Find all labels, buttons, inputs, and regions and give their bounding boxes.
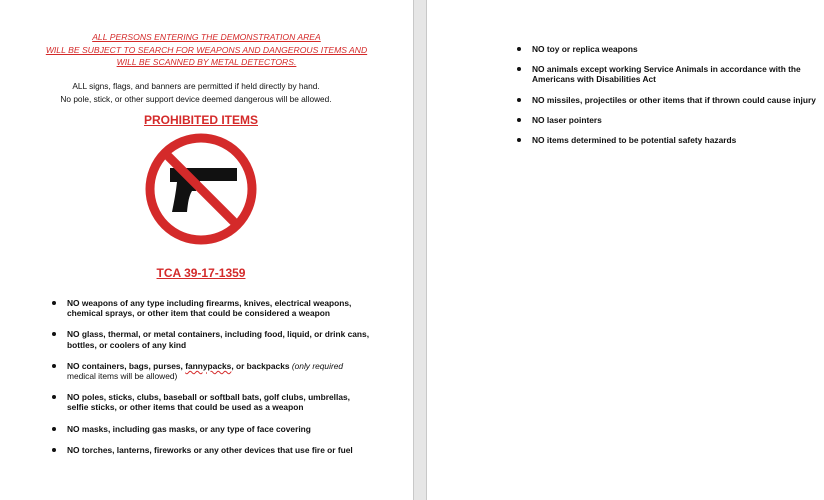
search-warning	[0, 31, 413, 69]
prohibited-items-list-continued	[517, 44, 822, 155]
list-item: NO missiles, projectiles or other items that if thrown could cause injury	[517, 95, 822, 105]
list-item: NO laser pointers	[517, 115, 822, 125]
signs-line: ALL signs, flags, and banners are permitted if held directly by hand.	[72, 81, 320, 91]
prohibited-items-list	[52, 298, 370, 466]
signs-line: No pole, stick, or other support device deemed dangerous will be allowed.	[60, 93, 332, 104]
warning-line: WILL BE SCANNED BY METAL DETECTORS.	[116, 57, 297, 67]
list-item: NO items determined to be potential safety hazards	[517, 135, 822, 145]
law-reference-heading: TCA 39-17-1359	[156, 266, 246, 280]
no-guns-sign-icon	[144, 132, 258, 246]
prohibited-items-heading: PROHIBITED ITEMS	[143, 113, 258, 127]
item-note: medical items will be allowed)	[67, 371, 178, 382]
misspelled-word: fannypacks	[185, 360, 232, 371]
signs-policy	[0, 80, 392, 105]
item-text: NO containers, bags, purses,	[67, 360, 186, 371]
list-item	[52, 361, 370, 381]
list-item: NO toy or replica weapons	[517, 44, 822, 54]
warning-line: ALL PERSONS ENTERING THE DEMONSTRATION AREA	[92, 32, 321, 42]
list-item: NO masks, including gas masks, or any type of face covering	[52, 424, 370, 434]
list-item: NO glass, thermal, or metal containers, including food, liquid, or drink cans, bottles, or coolers of any kind	[52, 329, 370, 349]
list-item: NO poles, sticks, clubs, baseball or softball bats, golf clubs, umbrellas, selfie sticks, or other items that could be used as a weapon	[52, 392, 370, 412]
item-text: , or backpacks	[231, 360, 292, 371]
list-item: NO torches, lanterns, fireworks or any other devices that use fire or fuel	[52, 445, 370, 455]
list-item: NO weapons of any type including firearms, knives, electrical weapons, chemical sprays, or other item that could be considered a weapon	[52, 298, 370, 318]
list-item: NO animals except working Service Animals in accordance with the Americans with Disabilities Act	[517, 64, 822, 84]
item-note: (only required	[291, 360, 344, 371]
warning-line: WILL BE SUBJECT TO SEARCH FOR WEAPONS AND DANGEROUS ITEMS AND	[45, 44, 368, 55]
